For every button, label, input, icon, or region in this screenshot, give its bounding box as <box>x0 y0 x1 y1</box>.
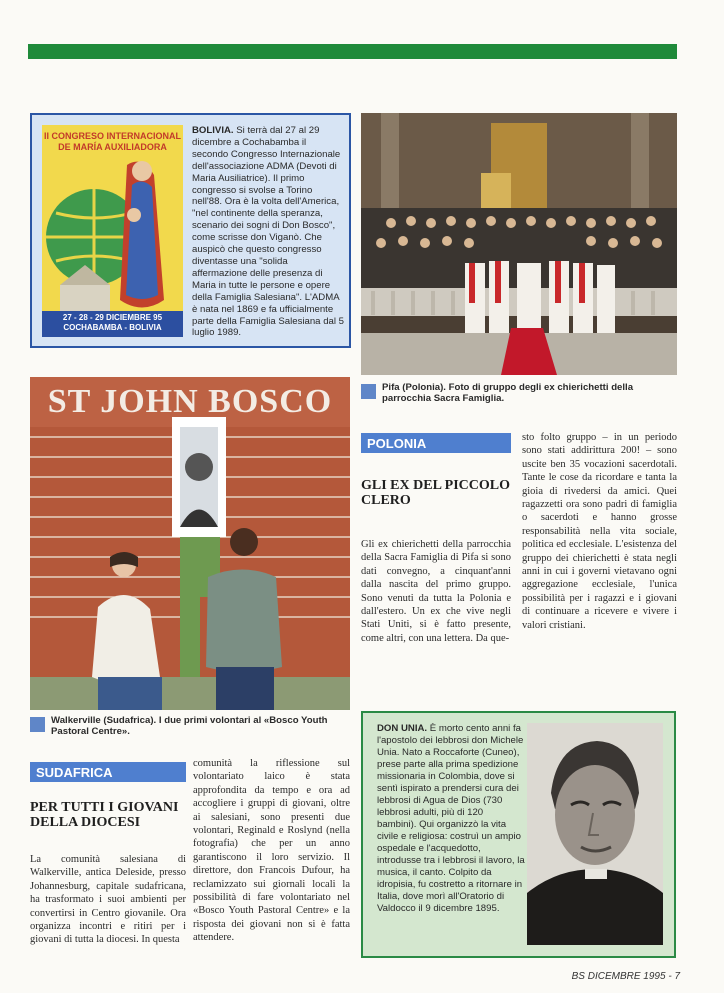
walkerville-photo <box>30 377 350 710</box>
polonia-column-2: sto folto gruppo – in un periodo sono stati addirittura 200! – sono uscite ben 35 vocazioni sacerdotali. Tante le cose da ricordare e tanta la gioia di rivedersi da amici. Quei ragazzetti ora sono padri di famiglia o sacerdoti e hanno grosse responsabilità nella vita sociale, politica ed ecclesiale. L'esistenza del gruppo dei chierichetti è stata negli anni in cui i governi vietavano ogni aggregazione ecclesiale, l'unica possibilità per i ragazzi e i giovani di continuare a ricevere e vivere i valori cristiani. <box>522 432 677 631</box>
polonia-headline: GLI EX DEL PICCOLO CLERO <box>361 478 510 508</box>
don-unia-portrait <box>527 723 663 945</box>
top-green-bar <box>28 44 677 59</box>
poster-title: II CONGRESO INTERNACIONAL DE MARÍA AUXILIADORA <box>43 131 181 152</box>
poster-footer: 27 - 28 - 29 DICIEMBRE 95 COCHABAMBA - BOLIVIA <box>62 313 163 332</box>
polonia-column-1: Gli ex chierichetti della parrocchia della Sacra Famiglia di Pifa si sono dati convegno, a cinquant'anni dalla nascita del primo gruppo. Sono venuti da tutta la Polonia e dall'estero. Un ex che vive negli Stati Uniti, si è fatto presente, come altri, con una lettera. Da que- <box>361 539 511 644</box>
church-group-illustration <box>361 113 677 375</box>
pifa-caption <box>361 382 677 404</box>
portrait-illustration <box>527 723 663 945</box>
sudafrica-headline: PER TUTTI I GIOVANI DELLA DIOCESI <box>30 800 179 830</box>
caption-marker <box>361 384 376 399</box>
pifa-group-photo <box>361 113 677 375</box>
unia-text <box>377 723 525 915</box>
walkerville-caption-text: Walkerville (Sudafrica). I due primi volontari al «Bosco Youth Pastoral Centre». <box>51 715 328 737</box>
walkerville-caption <box>30 715 350 737</box>
pifa-caption-text: Pifa (Polonia). Foto di gruppo degli ex chierichetti della parrocchia Sacra Famiglia. <box>382 382 634 404</box>
caption-marker <box>30 717 45 732</box>
congress-poster <box>42 125 183 337</box>
polonia-section-band: POLONIA <box>361 433 511 453</box>
sudafrica-section-band: SUDAFRICA <box>30 762 186 782</box>
volunteers-illustration <box>30 377 350 710</box>
poster-illustration <box>42 125 183 337</box>
bolivia-body: Si terrà dal 27 al 29 dicembre a Cochabamba il secondo Congresso Internazionale dell'associazione ADMA (Devoti di Maria Ausiliatrice). Il primo congresso si svolse a Torino nell'88. Ora è la volta dell'America, "nel continente della speranza, scenario dei sogni di Don Bosco", come scrisse don Viganò. Che auspicò che questo congresso diventasse una "solida affermazione delle presenza di Maria in tutte le persone e opere della Famiglia Salesiana". L'ADMA è nata nel 1869 e fa ufficialmente parte della Famiglia Salesiana dal 5 luglio 1989. <box>192 125 344 339</box>
bolivia-lead: BOLIVIA. <box>192 125 234 136</box>
sign-text: ST JOHN BOSCO <box>47 383 333 420</box>
bolivia-box <box>30 113 351 348</box>
sudafrica-column-1: La comunità salesiana di Walkerville, antica Deleside, presso Johannesburg, capitale sudafricana, ha trasformato i suoi ambienti per convertirsi in Centro giovanile. Ora organizza incontri e ritiri per i giovani di tutta la diocesi. In questa <box>30 854 186 946</box>
page-footer: BS DICEMBRE 1995 - 7 <box>571 971 680 982</box>
unia-body: È morto cento anni fa l'apostolo dei lebbrosi don Michele Unia. Nato a Roccaforte (Cuneo), prese parte alla prima spedizione missionaria in Colombia, dove si sentì ispirato a prendersi cura dei lebbrosi di Agua de Dios (730 lebbrosi adulti, più di 120 bambini). Qui organizzò la vita civile e religiosa: costruì un ampio ospedale e l'acquedotto, introdusse tra i lebbrosi il lavoro, la musica, il canto. Colpito da idropisia, fu costretto a ritornare in Italia, dove morì all'Oratorio di Valdocco il 9 dicembre 1895. <box>377 723 525 914</box>
bolivia-text <box>192 125 344 339</box>
sudafrica-column-2: comunità la riflessione sul volontariato laico è stata approfondita da tempo e ora ad accogliere i gruppi di giovani, oltre ai salesiani, sono presenti due volontari, Reginald e Roslynd (nella fotografia) che per un anno garantiscono il loro servizio. Il direttore, don Francois Dufour, ha reclamizzato sui giornali locali la possibilità di fare volontariato nel «Bosco Youth Pastoral Centre» e la risposta dei giovani non si è fatta attendere. <box>193 758 350 944</box>
unia-lead: DON UNIA. <box>377 723 428 734</box>
